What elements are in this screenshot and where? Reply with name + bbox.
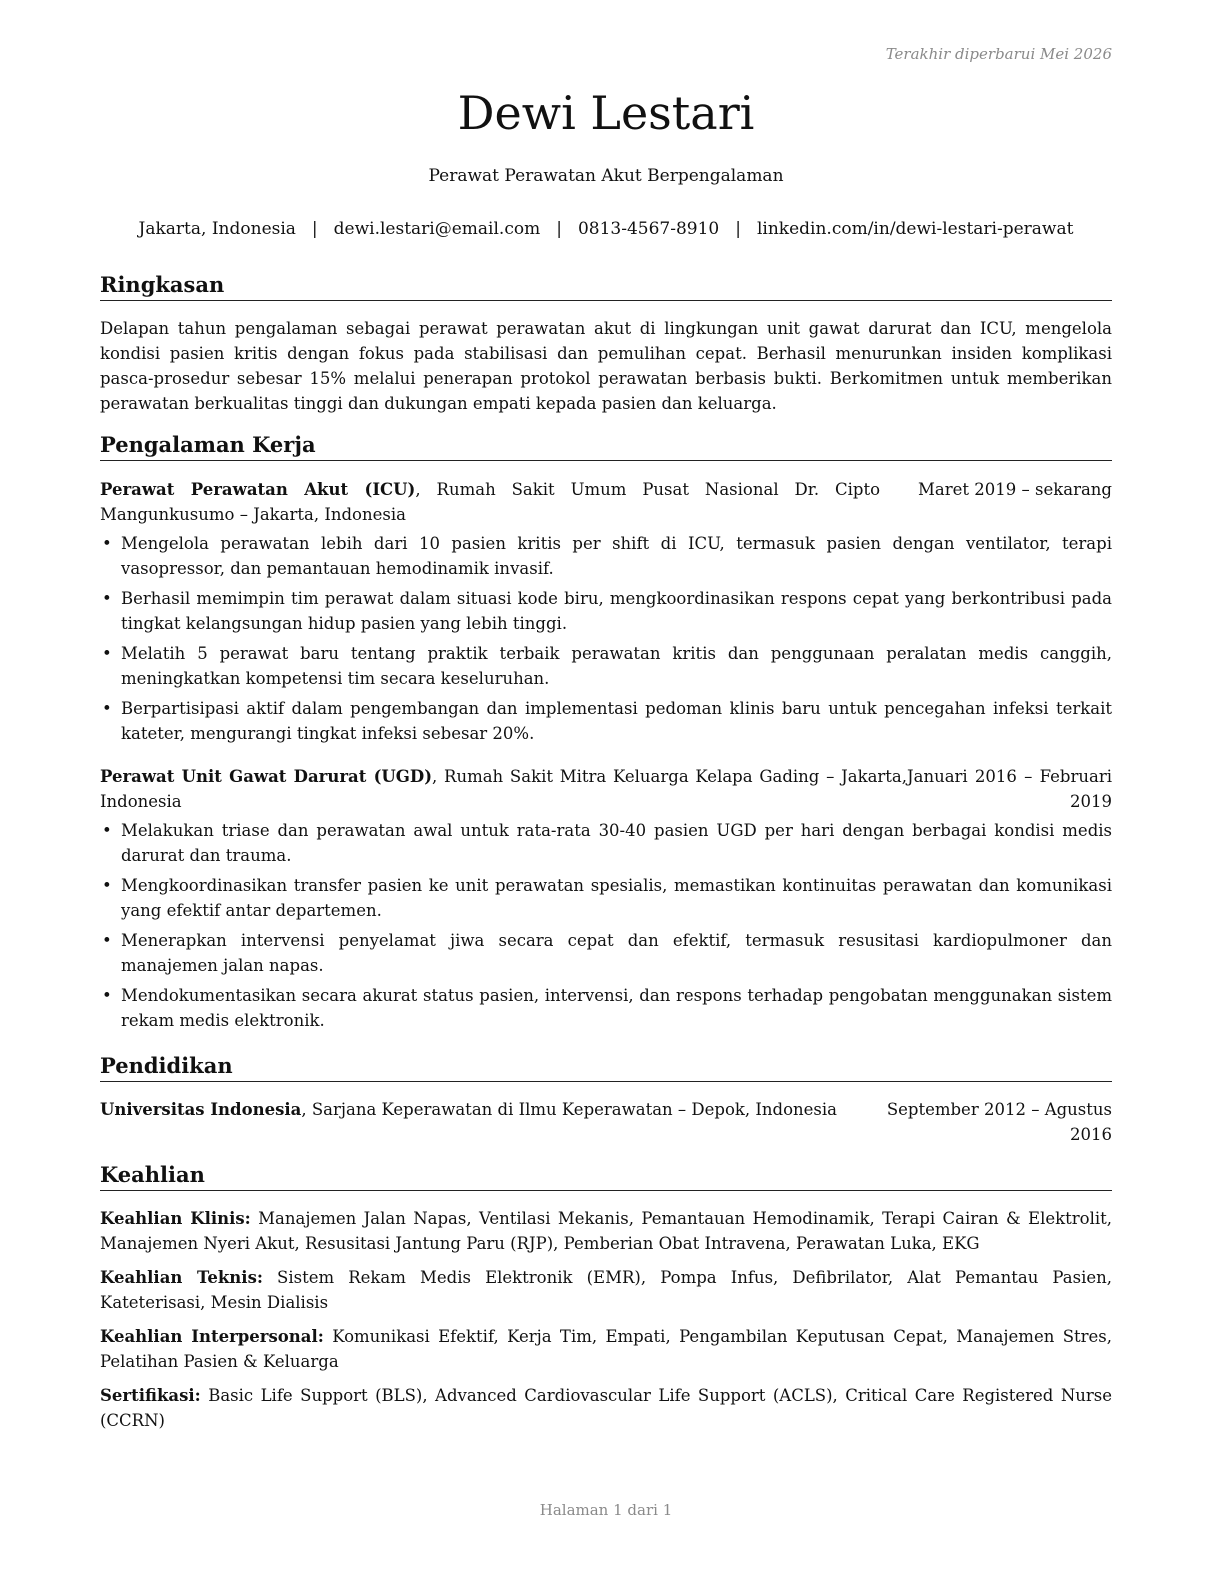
- experience-section: [100, 431, 1112, 1038]
- education-title: Pendidikan: [100, 1052, 1112, 1082]
- bullet-text: Mengelola perawatan lebih dari 10 pasien kritis per shift di ICU, termasuk pasien dengan ventilator, terapi vasopressor, dan pemantauan hemodinamik invasif.: [121, 534, 1112, 578]
- list-item: [100, 928, 1112, 978]
- contact-location: Jakarta, Indonesia: [138, 219, 296, 239]
- skills-list: [100, 1206, 1112, 1433]
- contact-separator: |: [311, 219, 318, 239]
- education-entry: [100, 1097, 1112, 1147]
- list-item: [100, 983, 1112, 1033]
- last-updated-note: Terakhir diperbarui Mei 2026: [885, 45, 1112, 63]
- skill-group: [100, 1265, 1112, 1315]
- bullet-icon: •: [102, 876, 112, 895]
- education-dates: September 2012 – Agustus 2016: [886, 1100, 1112, 1144]
- list-item: [100, 531, 1112, 581]
- job-header: [100, 764, 1112, 814]
- job-dates: Maret 2019 – sekarang: [918, 480, 1112, 499]
- bullet-icon: •: [102, 534, 112, 553]
- bullet-icon: •: [102, 931, 112, 950]
- job-role: Perawat Perawatan Akut (ICU): [100, 480, 416, 499]
- job-org: , Rumah Sakit Mitra Keluarga Kelapa Gading – Jakarta, Indonesia: [100, 767, 908, 811]
- skill-text: Basic Life Support (BLS), Advanced Cardiovascular Life Support (ACLS), Critical Care Registered Nurse (CCRN): [100, 1386, 1112, 1430]
- list-item: [100, 696, 1112, 746]
- job-role-org: [100, 764, 907, 814]
- bullet-text: Menerapkan intervensi penyelamat jiwa secara cepat dan efektif, termasuk resusitasi kardiopulmoner dan manajemen jalan napas.: [121, 931, 1112, 975]
- contact-email[interactable]: dewi.lestari@email.com: [333, 219, 541, 239]
- skill-group: [100, 1206, 1112, 1256]
- list-item: [100, 641, 1112, 691]
- education-school-degree: [100, 1097, 880, 1147]
- job-dates: Januari 2016 – Februari 2019: [907, 767, 1112, 811]
- skills-title: Keahlian: [100, 1161, 1112, 1191]
- job-header: [100, 477, 1112, 527]
- job-entry: [100, 764, 1112, 1033]
- skill-group: [100, 1324, 1112, 1374]
- bullet-text: Mengkoordinasikan transfer pasien ke unit perawatan spesialis, memastikan kontinuitas perawatan dan komunikasi yang efektif antar departemen.: [121, 876, 1112, 920]
- bullet-text: Mendokumentasikan secara akurat status pasien, intervensi, dan respons terhadap pengobatan menggunakan sistem rekam medis elektronik.: [121, 986, 1112, 1030]
- skill-label: Keahlian Klinis:: [100, 1209, 251, 1228]
- summary-text: Delapan tahun pengalaman sebagai perawat perawatan akut di lingkungan unit gawat darurat dan ICU, mengelola kondisi pasien kritis dengan fokus pada stabilisasi dan pemulihan cepat. Berhasil menurunkan insiden komplikasi pasca-prosedur sebesar 15% melalui penerapan protokol perawatan berbasis bukti. Berkomitmen untuk memberikan perawatan berkualitas tinggi dan dukungan empati kepada pasien dan keluarga.: [100, 319, 1112, 413]
- contact-line: [100, 219, 1112, 239]
- bullet-text: Berhasil memimpin tim perawat dalam situasi kode biru, mengkoordinasikan respons cepat yang berkontribusi pada tingkat kelangsungan hidup pasien yang lebih tinggi.: [121, 589, 1112, 633]
- bullet-text: Berpartisipasi aktif dalam pengembangan dan implementasi pedoman klinis baru untuk pencegahan infeksi terkait kateter, mengurangi tingkat infeksi sebesar 20%.: [121, 699, 1112, 743]
- education-degree: , Sarjana Keperawatan di Ilmu Keperawatan – Depok, Indonesia: [301, 1100, 838, 1119]
- education-school: Universitas Indonesia: [100, 1100, 302, 1119]
- summary-section: [100, 271, 1112, 416]
- skill-label: Sertifikasi:: [100, 1386, 201, 1405]
- bullet-icon: •: [102, 589, 112, 608]
- skill-text: Komunikasi Efektif, Kerja Tim, Empati, Pengambilan Keputusan Cepat, Manajemen Stres, Pelatihan Pasien & Keluarga: [100, 1327, 1112, 1371]
- job-role-org: [100, 477, 880, 527]
- resume-page: [100, 0, 1112, 1584]
- candidate-tagline: Perawat Perawatan Akut Berpengalaman: [428, 166, 784, 186]
- bullet-text: Melakukan triase dan perawatan awal untuk rata-rata 30-40 pasien UGD per hari dengan berbagai kondisi medis darurat dan trauma.: [121, 821, 1112, 865]
- candidate-name: Dewi Lestari: [457, 86, 755, 140]
- contact-separator: |: [735, 219, 741, 239]
- contact-separator: |: [556, 219, 562, 239]
- skill-text: Manajemen Jalan Napas, Ventilasi Mekanis, Pemantauan Hemodinamik, Terapi Cairan & Elektrolit, Manajemen Nyeri Akut, Resusitasi Jantung Paru (RJP), Pemberian Obat Intravena, Perawatan Luka, EKG: [100, 1209, 1112, 1253]
- job-bullets: [100, 531, 1112, 746]
- contact-phone[interactable]: 0813-4567-8910: [577, 219, 720, 239]
- job-org: , Rumah Sakit Umum Pusat Nasional Dr. Cipto Mangunkusumo – Jakarta, Indonesia: [100, 480, 881, 524]
- list-item: [100, 818, 1112, 868]
- education-section: [100, 1052, 1112, 1147]
- page-number: Halaman 1 dari 1: [539, 1501, 673, 1519]
- bullet-icon: •: [102, 821, 112, 840]
- bullet-icon: •: [102, 699, 112, 718]
- summary-title: Ringkasan: [100, 271, 1112, 301]
- job-bullets: [100, 818, 1112, 1033]
- list-item: [100, 873, 1112, 923]
- skill-text: Sistem Rekam Medis Elektronik (EMR), Pompa Infus, Defibrilator, Alat Pemantau Pasien, Kateterisasi, Mesin Dialisis: [100, 1268, 1112, 1312]
- bullet-icon: •: [102, 644, 112, 663]
- skills-section: [100, 1161, 1112, 1442]
- bullet-icon: •: [102, 986, 112, 1005]
- job-entry: [100, 477, 1112, 746]
- list-item: [100, 586, 1112, 636]
- skill-label: Keahlian Teknis:: [100, 1268, 263, 1287]
- skill-label: Keahlian Interpersonal:: [100, 1327, 324, 1346]
- contact-linkedin[interactable]: linkedin.com/in/dewi-lestari-perawat: [756, 219, 1074, 239]
- job-role: Perawat Unit Gawat Darurat (UGD): [100, 767, 433, 786]
- experience-title: Pengalaman Kerja: [100, 431, 1112, 461]
- skill-group: [100, 1383, 1112, 1433]
- bullet-text: Melatih 5 perawat baru tentang praktik terbaik perawatan kritis dan penggunaan peralatan medis canggih, meningkatkan kompetensi tim secara keseluruhan.: [121, 644, 1112, 688]
